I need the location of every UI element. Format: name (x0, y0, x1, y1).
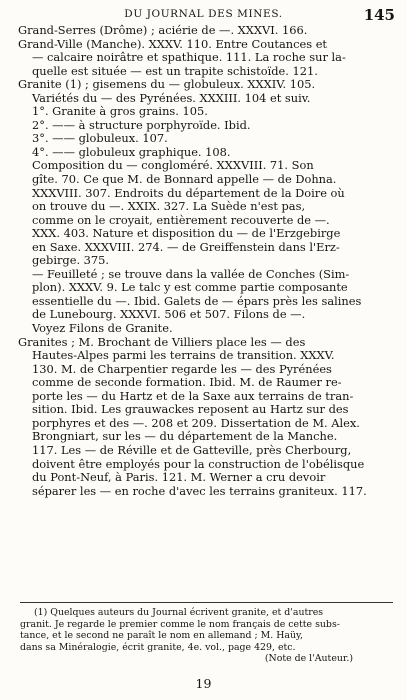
text-line: Grand-Serres (Drôme) ; aciérie de —. XXXVI. 166. (18, 24, 308, 37)
text-line: Granites ; M. Brochant de Villiers place les — des (18, 335, 306, 349)
text-line: comme de seconde formation. Ibid. M. de Raumer re- (32, 376, 342, 390)
text-line: gebirge. 375. (32, 254, 110, 268)
text-line: 2°. —— à structure porphyroïde. Ibid. (32, 118, 251, 132)
footnote-line: tance, et le second ne paraît le nom en allemand ; M. Haüy, (20, 630, 304, 642)
text-line: comme on le croyait, entièrement recouverte de —. (32, 213, 330, 227)
text-line: Grand-Ville (Manche). XXXV. 110. Entre Coutances et (18, 37, 328, 51)
signature-mark: 19 (195, 676, 212, 691)
text-line: du Pont-Neuf, à Paris. 121. M. Werner a cru devoir (32, 471, 326, 485)
text-line: gîte. 70. Ce que M. de Bonnard appelle — de Dohna. (32, 173, 337, 187)
text-line: porte les — du Hartz et de la Saxe aux terrains de tran- (32, 389, 354, 403)
footnote-attribution: (Note de l'Auteur.) (264, 653, 353, 665)
text-line: 130. M. de Charpentier regarde les — des Pyrénées (32, 362, 332, 376)
text-line: doivent être employés pour la construction de l'obélisque (32, 457, 365, 471)
text-line: XXXVIII. 307. Endroits du département de la Doire où (32, 186, 345, 200)
text-line: — Feuilleté ; se trouve dans la vallée de Conches (Sim- (32, 267, 350, 281)
text-line: 4°. —— globuleux graphique. 108. (32, 145, 231, 159)
text-line: séparer les — en roche d'avec les terrains graniteux. 117. (32, 484, 367, 498)
text-line: 1°. Granite à gros grains. 105. (32, 105, 208, 119)
text-line: Hautes-Alpes parmi les terrains de transition. XXXV. (32, 349, 335, 363)
running-head-title: DU JOURNAL DES MINES. (124, 8, 283, 20)
text-line: XXX. 403. Nature et disposition du — de l'Erzgebirge (32, 227, 341, 241)
text-line: Granite (1) ; gisemens du — globuleux. XXXIV. 105. (18, 78, 316, 92)
text-line: quelle est située — est un trapite schistoïde. 121. (32, 64, 318, 78)
text-line: plon). XXXV. 9. Le talc y est comme partie composante (32, 281, 348, 295)
text-line: 117. Les — de Réville et de Gatteville, près Cherbourg, (32, 443, 352, 457)
text-line: 3°. —— globuleux. 107. (32, 132, 168, 146)
text-line: on trouve du —. XXIX. 327. La Suède n'est pas, (32, 200, 306, 214)
footnote-line: granit. Je regarde le premier comme le nom français de cette subs- (20, 618, 340, 630)
footnote (20, 602, 393, 665)
text-line: sition. Ibid. Les grauwackes reposent au Hartz sur des (32, 403, 349, 417)
text-line: Brongniart, sur les — du département de la Manche. (32, 430, 338, 444)
running-head (0, 6, 407, 24)
text-line: essentielle du —. Ibid. Galets de — épars près les salines (32, 294, 362, 308)
text-line: en Saxe. XXXVIII. 274. — de Greiffenstein dans l'Erz- (32, 240, 340, 254)
text-line: Variétés du — des Pyrénées. XXXIII. 104 et suiv. (32, 91, 311, 105)
footnote-line: dans sa Minéralogie, écrit granite, 4e. vol., page 429, etc. (20, 641, 296, 653)
text-line: Composition du — congloméré. XXXVIII. 71. Son (32, 159, 314, 173)
index-entries (18, 24, 393, 498)
page-number: 145 (363, 6, 395, 24)
text-line: — calcaire noirâtre et spathique. 111. La roche sur la- (32, 51, 346, 65)
text-line: porphyres et des —. 208 et 209. Dissertation de M. Alex. (32, 416, 360, 430)
footnote-line: (1) Quelques auteurs du Journal écrivent granite, et d'autres (34, 607, 324, 618)
text-line: Voyez Filons de Granite. (32, 322, 173, 336)
text-line: de Lunebourg. XXXVI. 506 et 507. Filons de —. (32, 308, 306, 322)
